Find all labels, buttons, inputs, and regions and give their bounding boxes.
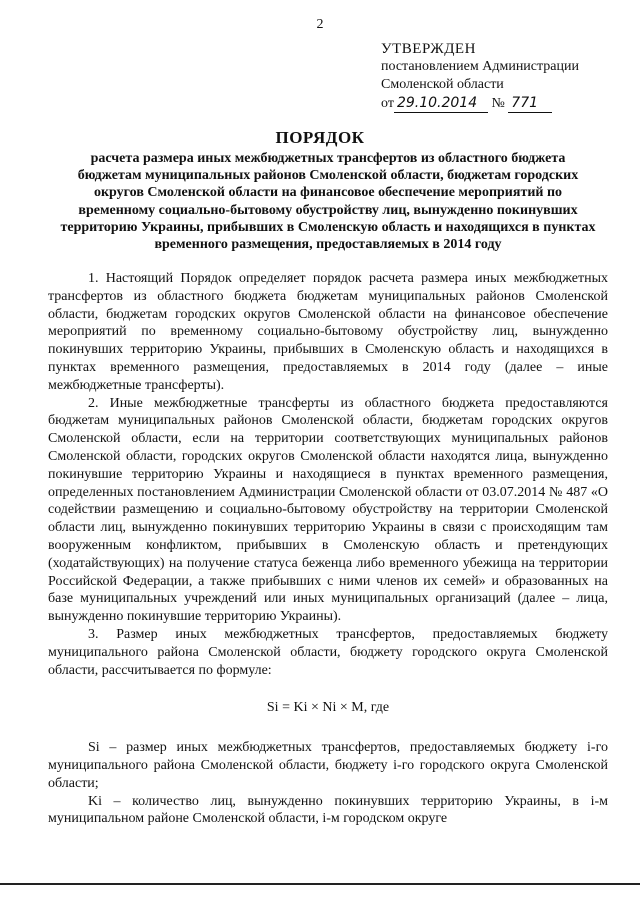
document-subtitle: расчета размера иных межбюджетных трансфертов из областного бюджета бюджетам муниципальных районов Смоленской области, бюджетам городских округов Смоленской области на финансовое обеспечение мероприятий по временному социально-бытовому обустройству лиц, вынужденно покинувших территорию Украины, прибывших в Смоленскую область и находящихся в пунктах временного размещения, предоставляемых в 2014 году [60,151,596,253]
definition-s: Si – размер иных межбюджетных трансфертов, предоставляемых бюджету i-го муниципального района Смоленской области, бюджету i-го городского округа Смоленской области; [48,740,608,791]
approval-line-1: постановлением Администрации [381,59,579,74]
document-body [48,270,608,828]
handwritten-number: 771 [508,94,552,113]
definition-k: Ki – количество лиц, вынужденно покинувших территорию Украины, в i-м муниципальном районе Смоленской области, i-м городском округе [48,793,608,827]
handwritten-date: 29.10.2014 [394,94,488,113]
page-number: 2 [316,17,324,32]
paragraph-2: 2. Иные межбюджетные трансферты из областного бюджета предоставляются бюджетам муниципальных районов Смоленской области, бюджетам городских округов Смоленской области, если на территории соответствующих муниципальных районов Смоленской области, городских округов Смоленской области находятся лица, вынужденно покинувшие территорию Украины и находящиеся в пунктах временного размещения, определенных постановлением Администрации Смоленской области от 03.07.2014 № 487 «О содействии размещению и социально-бытовому обустройству на территории Смоленской области лиц, вынужденно покинувших территорию Украины в связи с происходящим там вооруженным конфликтом, прибывших в Смоленскую область и претендующих (ходатайствующих) на получение статуса беженца либо временного убежища на территории Российской Федерации, а также прибывших с ними членов их семей» и образованных на базе муниципальных учреждений или иных муниципальных организаций (далее – лица, вынужденно покинувшие территорию Украины). [48,395,608,625]
number-label: № [491,96,505,111]
formula: Si = Ki × Ni × M, где [266,700,390,716]
bottom-rule [0,883,640,885]
from-label: от [381,96,394,111]
paragraph-3: 3. Размер иных межбюджетных трансфертов, предоставляемых бюджету муниципального района Смоленской области, бюджету городского округа Смоленской области, рассчитывается по формуле: [48,626,608,678]
approval-stamp: УТВЕРЖДЕН [381,41,476,57]
paragraph-1: 1. Настоящий Порядок определяет порядок расчета размера иных межбюджетных трансфертов из областного бюджета бюджетам муниципальных районов Смоленской области, бюджетам городских округов Смоленской области на финансовое обеспечение мероприятий по временному социально-бытовому обустройству лиц, вынужденно покинувших территорию Украины, прибывших в Смоленскую область и находящихся в пунктах временного размещения, предоставляемых в 2014 году (далее – иные межбюджетные трансферты). [48,271,608,393]
approval-block [381,40,621,113]
approval-date-line [381,94,621,113]
approval-line-2: Смоленской области [381,77,504,92]
document-title: ПОРЯДОК [275,128,365,147]
